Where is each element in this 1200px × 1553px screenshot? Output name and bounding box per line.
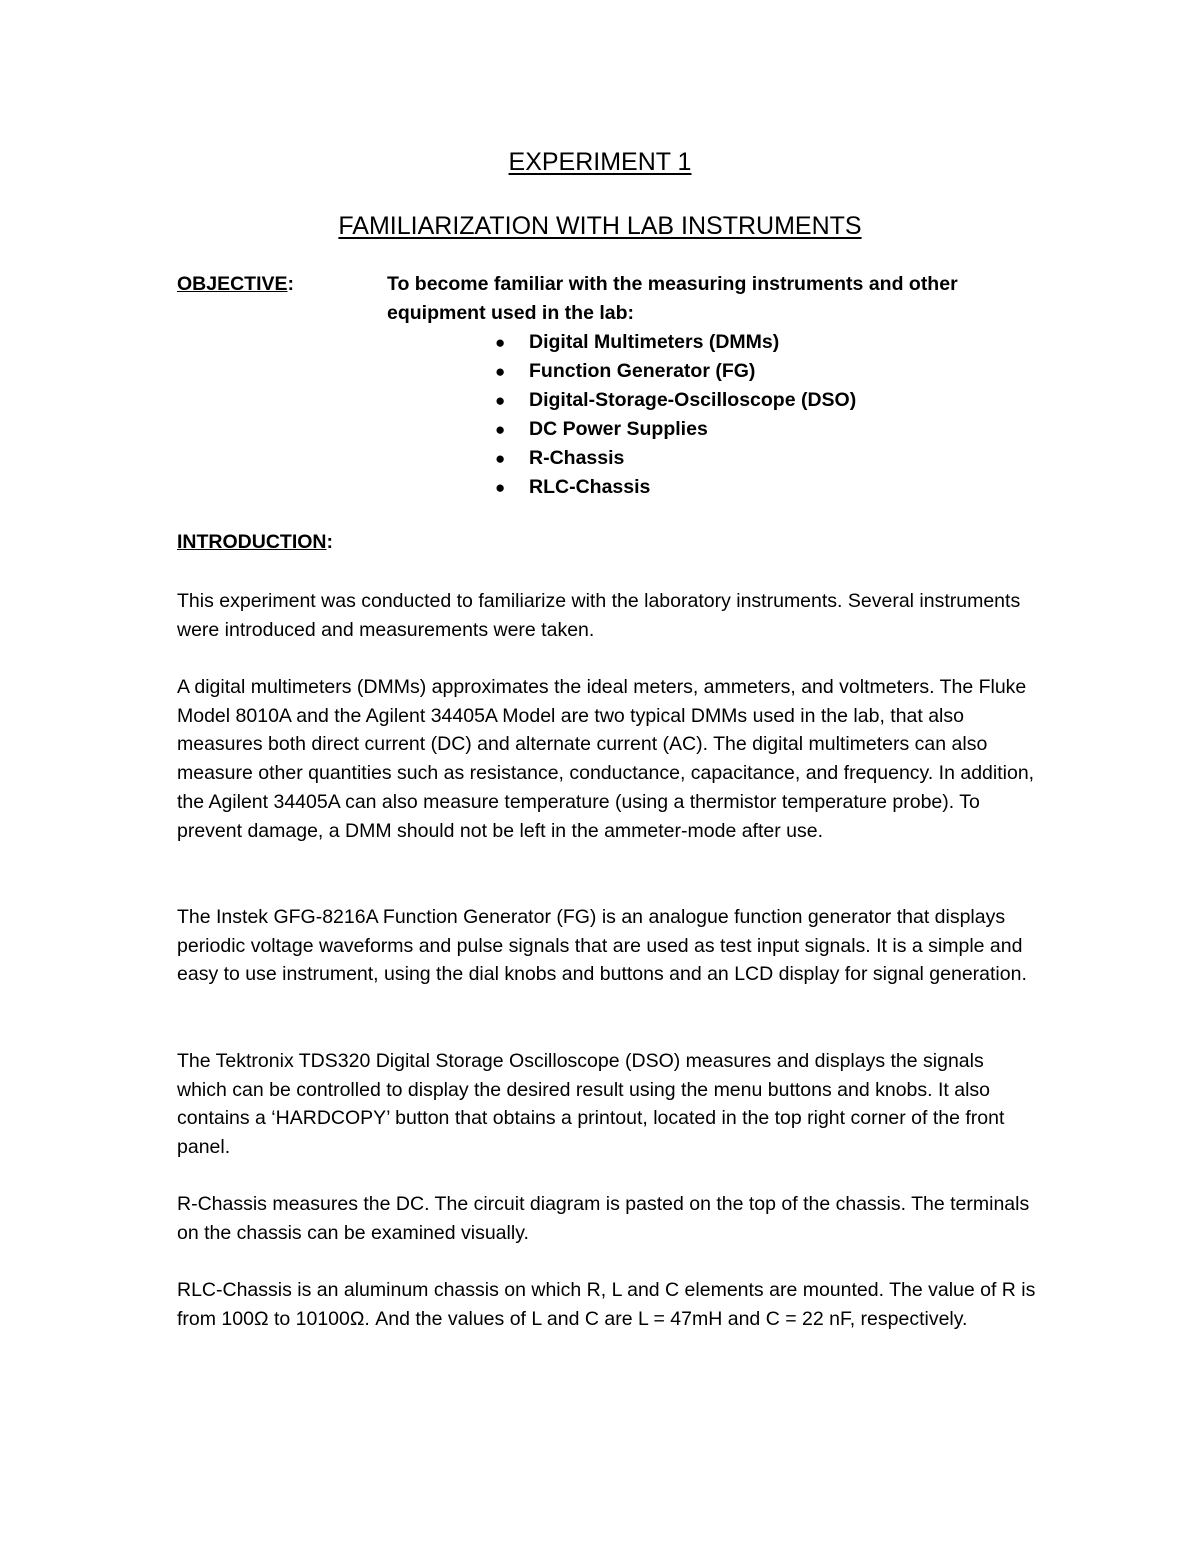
- bullet-icon: ●: [495, 362, 506, 381]
- equipment-list: [495, 328, 995, 502]
- list-item-label: Function Generator (FG): [529, 360, 756, 382]
- bullet-icon: ●: [495, 449, 506, 468]
- document-subtitle: FAMILIARIZATION WITH LAB INSTRUMENTS: [338, 212, 862, 240]
- objective-text: To become familiar with the measuring instruments and other equipment used in the lab:: [387, 273, 958, 324]
- intro-paragraph: This experiment was conducted to familiarize with the laboratory instruments. Several instruments were introduced and measurements were taken.: [177, 590, 1021, 641]
- list-item-label: DC Power Supplies: [529, 418, 708, 440]
- list-item: [495, 357, 995, 386]
- list-item: [495, 328, 995, 357]
- objective-label-text: OBJECTIVE: [177, 273, 288, 295]
- introduction-label-text: INTRODUCTION: [177, 531, 327, 553]
- bullet-icon: ●: [495, 333, 506, 352]
- dmm-paragraph: A digital multimeters (DMMs) approximates the ideal meters, ammeters, and voltmeters. The Fluke Model 8010A and the Agilent 34405A Model are two typical DMMs used in the lab, that also measures both direct current (DC) and alternate current (AC). The digital multimeters can also measure other quantities such as resistance, conductance, capacitance, and frequency. In addition, the Agilent 34405A can also measure temperature (using a thermistor temperature probe). To prevent damage, a DMM should not be left in the ammeter-mode after use.: [177, 676, 1035, 842]
- introduction-label: [177, 528, 333, 557]
- document-title: EXPERIMENT 1: [508, 148, 692, 176]
- list-item-label: Digital-Storage-Oscilloscope (DSO): [529, 389, 857, 411]
- list-item-label: R-Chassis: [529, 447, 625, 469]
- bullet-icon: ●: [495, 391, 506, 410]
- objective-label-colon: :: [287, 273, 295, 295]
- list-item: [495, 386, 995, 415]
- r-chassis-paragraph: R-Chassis measures the DC. The circuit diagram is pasted on the top of the chassis. The terminals on the chassis can be examined visually.: [177, 1193, 1030, 1244]
- list-item-label: Digital Multimeters (DMMs): [529, 331, 780, 353]
- introduction-label-colon: :: [326, 531, 333, 553]
- bullet-icon: ●: [495, 420, 506, 439]
- objective-label: [177, 270, 294, 299]
- list-item-label: RLC-Chassis: [529, 476, 651, 498]
- list-item: [495, 444, 995, 473]
- rlc-chassis-paragraph: RLC-Chassis is an aluminum chassis on which R, L and C elements are mounted. The value of R is from 100Ω to 10100Ω. And the values of L and C are L = 47mH and C = 22 nF, respectively.: [177, 1279, 1036, 1330]
- list-item: [495, 473, 995, 502]
- bullet-icon: ●: [495, 478, 506, 497]
- fg-paragraph: The Instek GFG-8216A Function Generator (FG) is an analogue function generator that displays periodic voltage waveforms and pulse signals that are used as test input signals. It is a simple and easy to use instrument, using the dial knobs and buttons and an LCD display for signal generation.: [177, 906, 1027, 986]
- dso-paragraph: The Tektronix TDS320 Digital Storage Oscilloscope (DSO) measures and displays the signals which can be controlled to display the desired result using the menu buttons and knobs. It also contains a ‘HARDCOPY’ button that obtains a printout, located in the top right corner of the front panel.: [177, 1050, 1005, 1159]
- list-item: [495, 415, 995, 444]
